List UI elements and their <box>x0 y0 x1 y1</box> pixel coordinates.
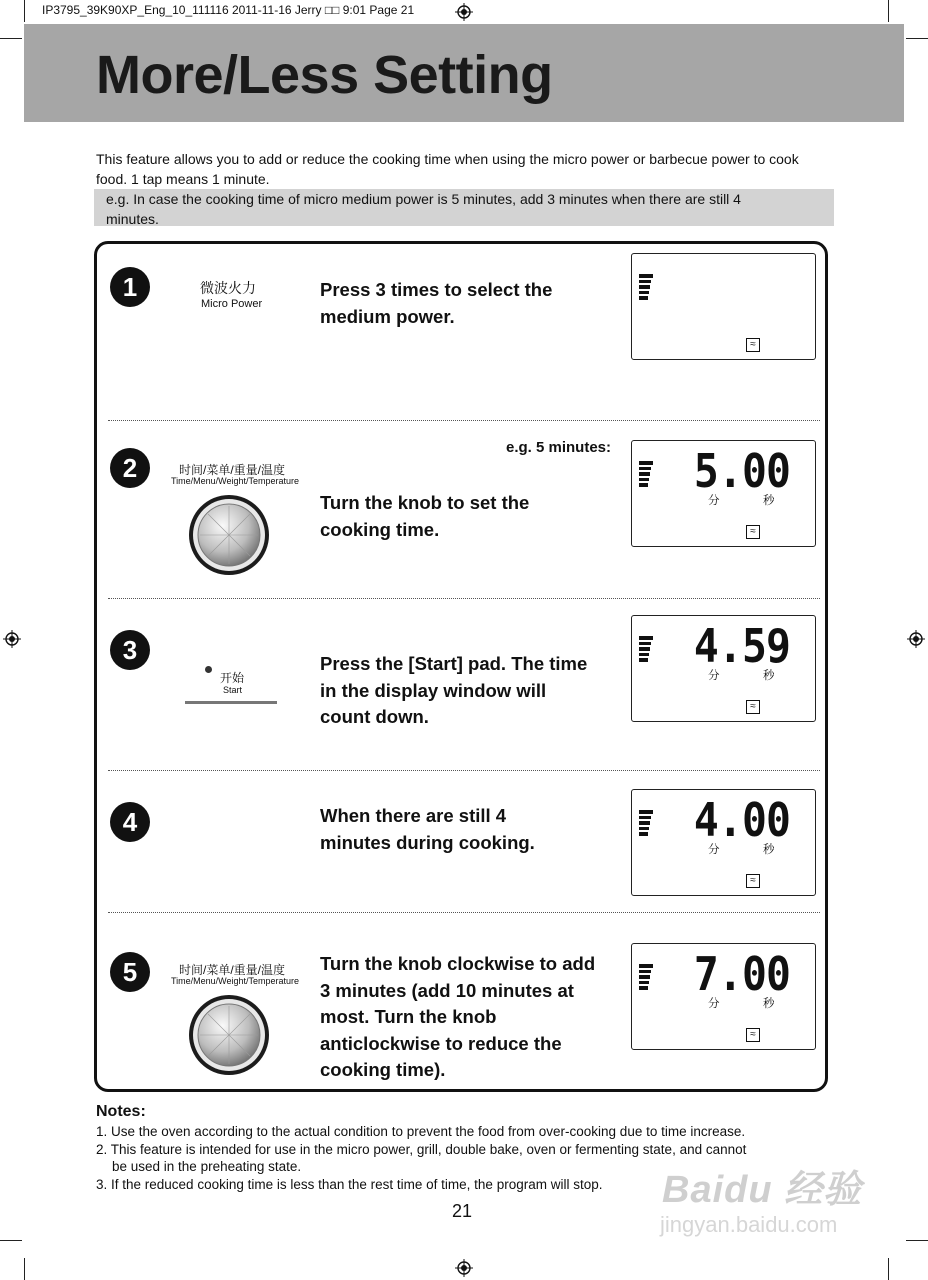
baidu-watermark: Baidu 经验 <box>662 1169 863 1211</box>
note-item: 1. Use the oven according to the actual condition to prevent the food from over-cooking due to time increase. <box>96 1124 746 1139</box>
registration-mark-icon <box>907 630 925 648</box>
start-pad-line <box>185 701 277 704</box>
step-instruction: Press the [Start] pad. The time in the display window will count down. <box>320 653 588 727</box>
example-text: e.g. In case the cooking time of micro medium power is 5 minutes, add 3 minutes when there are still 4 minutes. <box>106 191 741 227</box>
page-title: More/Less Setting <box>96 45 553 105</box>
crop-mark <box>906 38 928 39</box>
note-item: 3. If the reduced cooking time is less than the rest time of time, the program will stop. <box>96 1177 603 1192</box>
step-divider <box>108 770 820 771</box>
step-number: 1 <box>110 267 150 307</box>
minute-unit: 分 <box>708 998 720 1010</box>
crop-mark <box>888 0 889 22</box>
crop-mark <box>24 0 25 22</box>
knob-label-en: Time/Menu/Weight/Temperature <box>171 976 300 986</box>
crop-mark <box>0 38 22 39</box>
power-level-bars <box>639 636 653 664</box>
time-readout: 4.59 <box>693 619 790 673</box>
start-label-cn: 开始 <box>220 671 245 685</box>
microwave-icon: ≈ <box>746 874 760 888</box>
step-divider <box>108 912 820 913</box>
watermark-url: jingyan.baidu.com <box>660 1212 838 1237</box>
time-readout: 7.00 <box>693 947 790 1001</box>
step-instruction: Turn the knob to set the cooking time. <box>320 492 530 540</box>
minute-unit: 分 <box>708 844 720 856</box>
power-level-bars <box>639 461 653 489</box>
power-level-bars <box>639 964 653 992</box>
step-divider <box>108 420 820 421</box>
registration-mark-icon <box>3 630 21 648</box>
microwave-icon: ≈ <box>746 525 760 539</box>
crop-mark <box>24 1258 25 1280</box>
example-label: e.g. 5 minutes: <box>506 439 612 456</box>
second-unit: 秒 <box>763 998 775 1010</box>
notes-title: Notes: <box>96 1103 146 1120</box>
lcd-display <box>631 615 816 722</box>
step-instruction: Press 3 times to select the medium power. <box>320 279 553 327</box>
microwave-icon: ≈ <box>746 700 760 714</box>
note-item: be used in the preheating state. <box>112 1159 302 1174</box>
step-instruction: Turn the knob clockwise to add 3 minutes (add 10 minutes at most. Turn the knob anticlockwise to reduce the cooking time). <box>320 953 596 1080</box>
micro-power-label-cn: 微波火力 <box>200 280 256 296</box>
knob-icon <box>188 494 270 576</box>
lcd-display <box>631 789 816 896</box>
registration-mark-icon <box>455 1259 473 1277</box>
start-label-en: Start <box>223 685 243 695</box>
second-unit: 秒 <box>763 495 775 507</box>
knob-label-cn: 时间/菜单/重量/温度 <box>179 463 286 477</box>
crop-mark <box>0 1240 22 1241</box>
step-number: 4 <box>110 802 150 842</box>
step-divider <box>108 598 820 599</box>
time-readout: 5.00 <box>693 444 790 498</box>
second-unit: 秒 <box>763 844 775 856</box>
power-level-bars <box>639 810 653 838</box>
lcd-display <box>631 253 816 360</box>
knob-icon <box>188 994 270 1076</box>
step-instruction: When there are still 4 minutes during cooking. <box>320 805 535 853</box>
power-level-bars <box>639 274 653 302</box>
crop-mark <box>888 1258 889 1280</box>
time-readout: 4.00 <box>693 793 790 847</box>
step-number: 5 <box>110 952 150 992</box>
lcd-display <box>631 943 816 1050</box>
step-number: 2 <box>110 448 150 488</box>
registration-mark-icon <box>455 3 473 21</box>
start-indicator-dot <box>205 666 212 673</box>
microwave-icon: ≈ <box>746 338 760 352</box>
note-item: 2. This feature is intended for use in the micro power, grill, double bake, oven or fermenting state, and cannot <box>96 1142 747 1157</box>
micro-power-label-en: Micro Power <box>201 298 263 310</box>
microwave-icon: ≈ <box>746 1028 760 1042</box>
knob-label-cn: 时间/菜单/重量/温度 <box>179 963 286 977</box>
knob-label-en: Time/Menu/Weight/Temperature <box>171 476 300 486</box>
minute-unit: 分 <box>708 670 720 682</box>
page-number: 21 <box>452 1201 473 1221</box>
intro-paragraph: This feature allows you to add or reduce the cooking time when using the micro power or barbecue power to cook food. 1 tap means 1 minute. <box>96 151 799 187</box>
second-unit: 秒 <box>763 670 775 682</box>
step-number: 3 <box>110 630 150 670</box>
print-header: IP3795_39K90XP_Eng_10_111116 2011-11-16 Jerry □□ 9:01 Page 21 <box>42 3 415 17</box>
crop-mark <box>906 1240 928 1241</box>
minute-unit: 分 <box>708 495 720 507</box>
lcd-display <box>631 440 816 547</box>
